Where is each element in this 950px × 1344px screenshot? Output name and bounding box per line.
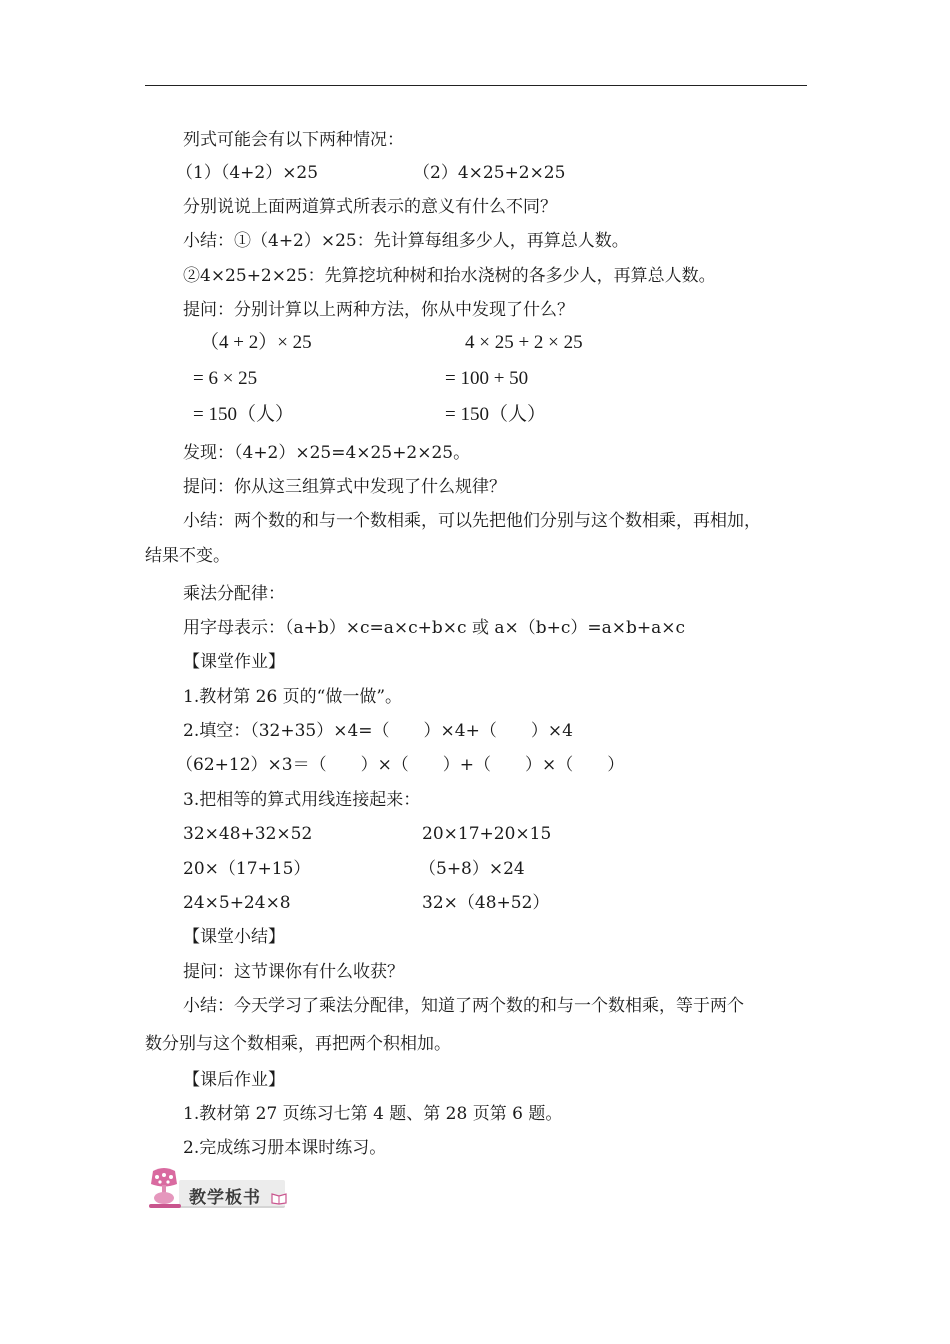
text-line: ②4×25+2×25：先算挖坑种树和抬水浇树的各多少人，再算总人数。 bbox=[183, 266, 716, 286]
text-line: 数分别与这个数相乘，再把两个积相加。 bbox=[145, 1034, 451, 1054]
calc-right-line: = 100 + 50 bbox=[445, 368, 529, 389]
lamp-icon bbox=[143, 1167, 185, 1211]
calc-right-line: = 150（人） bbox=[445, 404, 546, 425]
section-heading: 【课堂小结】 bbox=[183, 927, 285, 947]
text-line: 提问：你从这三组算式中发现了什么规律？ bbox=[183, 477, 506, 497]
text-line: 分别说说上面两道算式所表示的意义有什么不同？ bbox=[183, 197, 557, 217]
match-left-item: 24×5+24×8 bbox=[183, 893, 291, 913]
calc-left-line: = 6 × 25 bbox=[193, 368, 258, 389]
text-line: 发现：（4+2）×25=4×25+2×25。 bbox=[183, 443, 471, 463]
text-line: （2）4×25+2×25 bbox=[413, 163, 566, 183]
calc-right-line: 4 × 25 + 2 × 25 bbox=[465, 332, 583, 353]
text-line: 2.填空：（32+35）×4=（ ）×4+（ ）×4 bbox=[183, 721, 573, 741]
text-line: 1.教材第 27 页练习七第 4 题、第 28 页第 6 题。 bbox=[183, 1104, 563, 1124]
text-line: 2.完成练习册本课时练习。 bbox=[183, 1138, 387, 1158]
match-right-item: 32×（48+52） bbox=[422, 893, 550, 913]
calc-left-line: = 150（人） bbox=[193, 404, 294, 425]
text-line: 提问：这节课你有什么收获？ bbox=[183, 962, 404, 982]
text-line: 用字母表示：（a+b）×c=a×c+b×c 或 a×（b+c）=a×b+a×c bbox=[183, 618, 686, 638]
section-heading: 【课堂作业】 bbox=[183, 652, 285, 672]
header-rule bbox=[145, 85, 807, 86]
match-right-item: 20×17+20×15 bbox=[422, 824, 552, 844]
section-heading: 【课后作业】 bbox=[183, 1070, 285, 1090]
match-right-item: （5+8）×24 bbox=[419, 859, 525, 879]
text-line: 1.教材第 26 页的“做一做”。 bbox=[183, 687, 403, 707]
text-line: 提问：分别计算以上两种方法，你从中发现了什么？ bbox=[183, 300, 574, 320]
book-icon bbox=[271, 1191, 287, 1205]
match-left-item: 20×（17+15） bbox=[183, 859, 311, 879]
text-line: 3.把相等的算式用线连接起来： bbox=[183, 790, 421, 810]
badge-label: 教学板书 bbox=[189, 1188, 261, 1208]
text-line: （1）（4+2）×25 bbox=[176, 163, 319, 183]
text-line: 小结：两个数的和与一个数相乘，可以先把他们分别与这个数相乘，再相加， bbox=[183, 511, 761, 531]
text-line: （62+12）×3＝（ ）×（ ）+（ ）×（ ） bbox=[176, 755, 625, 775]
match-left-item: 32×48+32×52 bbox=[183, 824, 313, 844]
calc-left-line: （4 + 2）× 25 bbox=[200, 332, 312, 353]
blackboard-section-badge bbox=[143, 1167, 289, 1209]
text-line: 小结：①（4+2）×25：先计算每组多少人，再算总人数。 bbox=[183, 231, 629, 251]
text-line: 乘法分配律： bbox=[183, 584, 285, 604]
text-line: 结果不变。 bbox=[145, 546, 230, 566]
text-line: 列式可能会有以下两种情况： bbox=[183, 130, 404, 150]
text-line: 小结：今天学习了乘法分配律，知道了两个数的和与一个数相乘，等于两个 bbox=[183, 996, 744, 1016]
